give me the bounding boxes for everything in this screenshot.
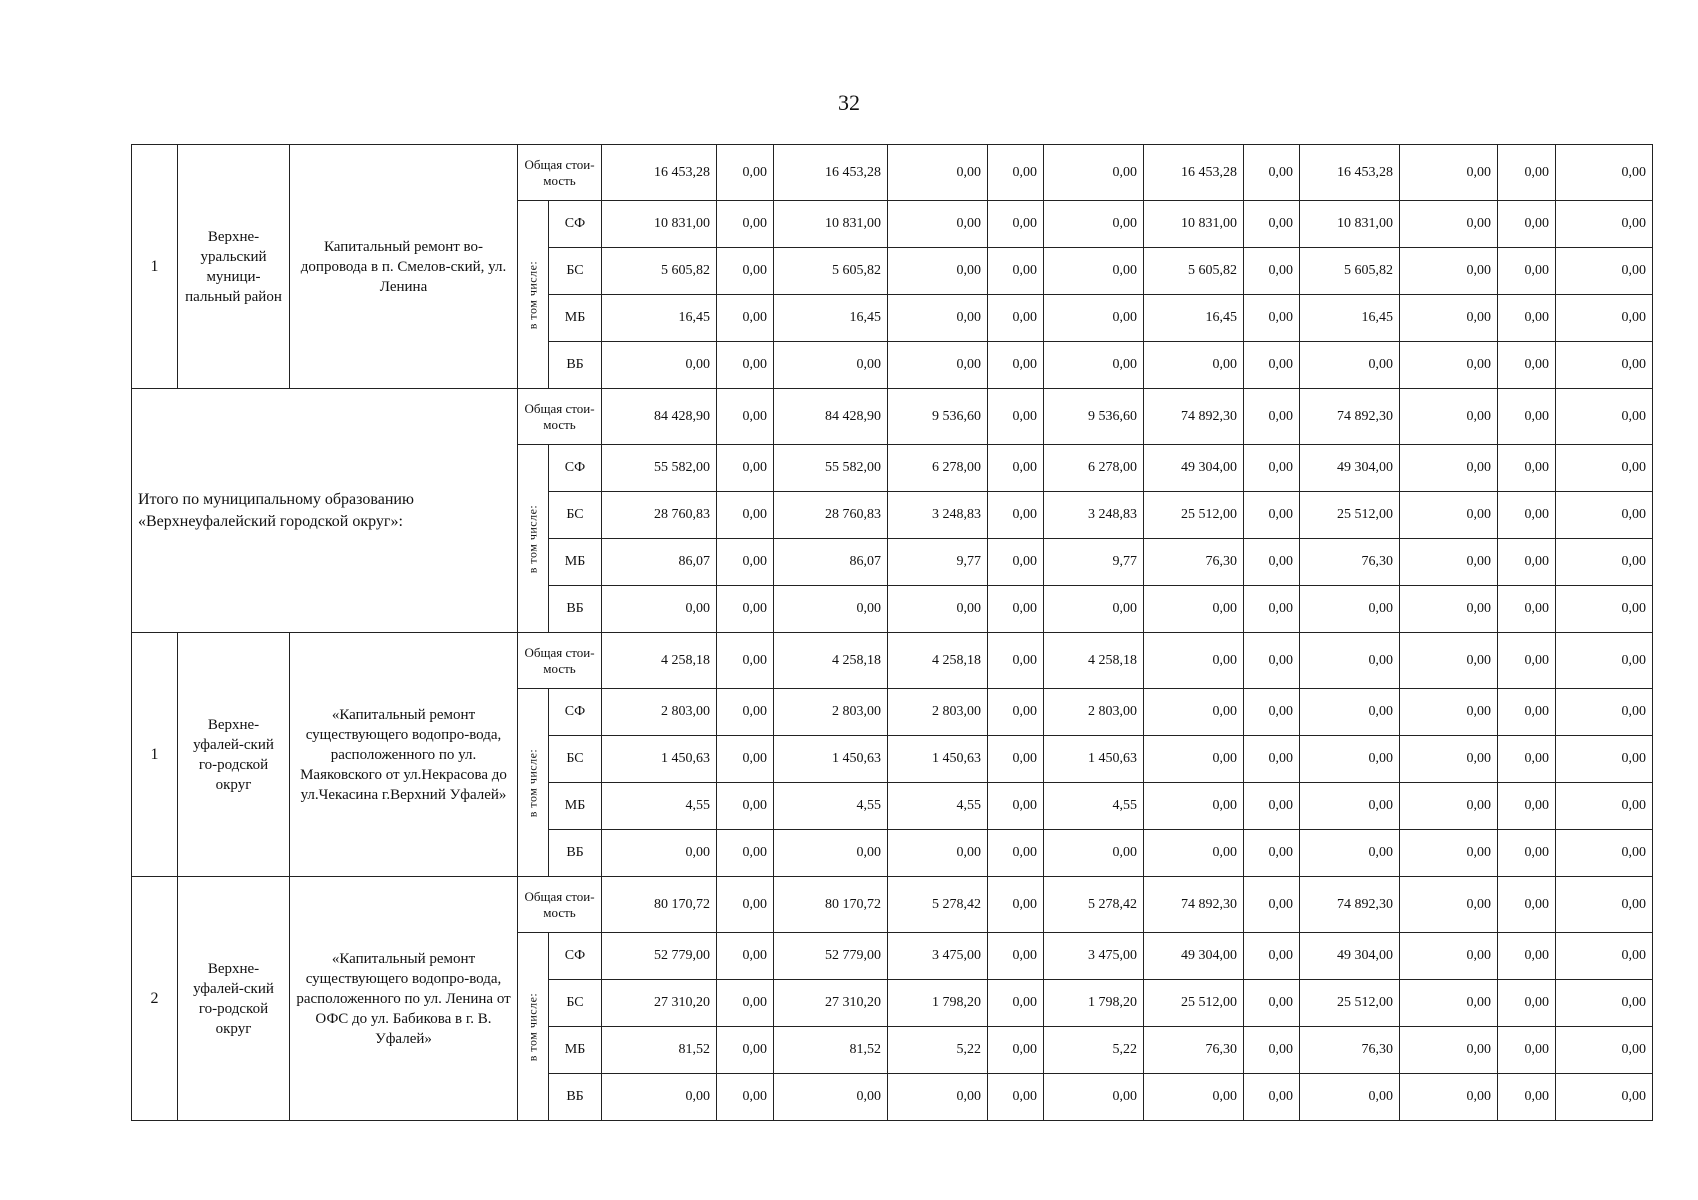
value-cell: 0,00: [1556, 736, 1653, 783]
value-cell: 25 512,00: [1300, 980, 1400, 1027]
value-cell: 0,00: [1498, 145, 1556, 201]
value-cell: 0,00: [1244, 445, 1300, 492]
value-cell: 0,00: [988, 980, 1044, 1027]
value-cell: 0,00: [1556, 783, 1653, 830]
value-cell: 0,00: [1556, 1074, 1653, 1121]
value-cell: 0,00: [717, 1027, 774, 1074]
value-cell: 0,00: [1400, 445, 1498, 492]
object-name: «Капитальный ремонт существующего водопро-вода, расположенного по ул. Ленина от ОФС до ул. Бабикова в г. В. Уфалей»: [290, 877, 518, 1121]
total-cost-label: Общая стои-мость: [518, 389, 602, 445]
value-cell: 28 760,83: [774, 492, 888, 539]
value-cell: 52 779,00: [774, 933, 888, 980]
value-cell: 0,00: [1244, 933, 1300, 980]
value-cell: 28 760,83: [602, 492, 717, 539]
value-cell: 0,00: [888, 1074, 988, 1121]
fund-label-sf: СФ: [549, 445, 602, 492]
value-cell: 1 450,63: [774, 736, 888, 783]
value-cell: 0,00: [717, 342, 774, 389]
value-cell: 0,00: [1044, 145, 1144, 201]
value-cell: 10 831,00: [1300, 201, 1400, 248]
value-cell: 5 605,82: [774, 248, 888, 295]
value-cell: 0,00: [1400, 877, 1498, 933]
value-cell: 0,00: [602, 830, 717, 877]
value-cell: 4 258,18: [774, 633, 888, 689]
value-cell: 2 803,00: [774, 689, 888, 736]
value-cell: 0,00: [1498, 1027, 1556, 1074]
value-cell: 0,00: [1400, 980, 1498, 1027]
value-cell: 74 892,30: [1300, 389, 1400, 445]
value-cell: 0,00: [1498, 539, 1556, 586]
value-cell: 0,00: [1144, 736, 1244, 783]
value-cell: 16,45: [602, 295, 717, 342]
municipality-name: Верхне-уфалей-ский го-родской округ: [178, 633, 290, 877]
value-cell: 0,00: [717, 539, 774, 586]
value-cell: 0,00: [717, 201, 774, 248]
value-cell: 49 304,00: [1144, 933, 1244, 980]
value-cell: 0,00: [1300, 689, 1400, 736]
value-cell: 0,00: [1144, 1074, 1244, 1121]
total-cost-label: Общая стои-мость: [518, 145, 602, 201]
value-cell: 0,00: [1244, 877, 1300, 933]
value-cell: 0,00: [888, 248, 988, 295]
value-cell: 1 798,20: [1044, 980, 1144, 1027]
municipality-name: Верхне-уфалей-ский го-родской округ: [178, 877, 290, 1121]
value-cell: 5 278,42: [888, 877, 988, 933]
value-cell: 0,00: [988, 830, 1044, 877]
value-cell: 1 450,63: [1044, 736, 1144, 783]
fund-label-vb: ВБ: [549, 1074, 602, 1121]
value-cell: 0,00: [888, 342, 988, 389]
value-cell: 0,00: [1244, 980, 1300, 1027]
value-cell: 0,00: [1498, 492, 1556, 539]
value-cell: 0,00: [1498, 389, 1556, 445]
budget-table: [131, 144, 1653, 1121]
value-cell: 0,00: [717, 633, 774, 689]
value-cell: 0,00: [988, 736, 1044, 783]
value-cell: 0,00: [1144, 633, 1244, 689]
value-cell: 0,00: [1400, 492, 1498, 539]
value-cell: 80 170,72: [602, 877, 717, 933]
value-cell: 0,00: [1044, 295, 1144, 342]
fund-label-vb: ВБ: [549, 342, 602, 389]
value-cell: 0,00: [774, 586, 888, 633]
value-cell: 4,55: [1044, 783, 1144, 830]
row-index: 2: [132, 877, 178, 1121]
value-cell: 16,45: [774, 295, 888, 342]
value-cell: 0,00: [1300, 342, 1400, 389]
including-label: в том числе:: [525, 992, 540, 1061]
value-cell: 0,00: [1400, 389, 1498, 445]
value-cell: 0,00: [602, 1074, 717, 1121]
value-cell: 0,00: [1244, 342, 1300, 389]
value-cell: 49 304,00: [1144, 445, 1244, 492]
value-cell: 74 892,30: [1300, 877, 1400, 933]
including-label-cell: [518, 689, 549, 877]
fund-label-bs: БС: [549, 248, 602, 295]
value-cell: 0,00: [717, 586, 774, 633]
value-cell: 0,00: [717, 830, 774, 877]
value-cell: 86,07: [774, 539, 888, 586]
value-cell: 0,00: [1244, 1074, 1300, 1121]
value-cell: 0,00: [888, 295, 988, 342]
value-cell: 0,00: [1400, 689, 1498, 736]
value-cell: 0,00: [988, 492, 1044, 539]
value-cell: 76,30: [1144, 539, 1244, 586]
value-cell: 0,00: [988, 248, 1044, 295]
value-cell: 16 453,28: [774, 145, 888, 201]
value-cell: 0,00: [1244, 295, 1300, 342]
value-cell: 0,00: [1400, 145, 1498, 201]
value-cell: 0,00: [888, 586, 988, 633]
value-cell: 9,77: [888, 539, 988, 586]
value-cell: 0,00: [1498, 342, 1556, 389]
fund-label-sf: СФ: [549, 933, 602, 980]
value-cell: 16 453,28: [1300, 145, 1400, 201]
row-index: 1: [132, 145, 178, 389]
including-label-cell: [518, 445, 549, 633]
value-cell: 0,00: [1498, 633, 1556, 689]
value-cell: 0,00: [1556, 295, 1653, 342]
value-cell: 0,00: [1400, 295, 1498, 342]
value-cell: 5 605,82: [1144, 248, 1244, 295]
value-cell: 16 453,28: [1144, 145, 1244, 201]
value-cell: 5 605,82: [602, 248, 717, 295]
value-cell: 0,00: [1044, 248, 1144, 295]
value-cell: 4 258,18: [888, 633, 988, 689]
value-cell: 0,00: [1498, 689, 1556, 736]
value-cell: 0,00: [1556, 539, 1653, 586]
value-cell: 9,77: [1044, 539, 1144, 586]
value-cell: 0,00: [717, 736, 774, 783]
value-cell: 0,00: [1244, 783, 1300, 830]
value-cell: 0,00: [1400, 1027, 1498, 1074]
value-cell: 0,00: [1244, 539, 1300, 586]
value-cell: 0,00: [888, 830, 988, 877]
value-cell: 0,00: [988, 201, 1044, 248]
value-cell: 74 892,30: [1144, 877, 1244, 933]
value-cell: 0,00: [1400, 830, 1498, 877]
value-cell: 2 803,00: [1044, 689, 1144, 736]
value-cell: 0,00: [1556, 145, 1653, 201]
value-cell: 0,00: [1498, 783, 1556, 830]
value-cell: 16,45: [1300, 295, 1400, 342]
fund-label-sf: СФ: [549, 201, 602, 248]
value-cell: 0,00: [1556, 980, 1653, 1027]
total-label: Итого по муниципальному образованию «Верхнеуфалейский городской округ»:: [132, 389, 518, 633]
value-cell: 55 582,00: [602, 445, 717, 492]
value-cell: 0,00: [988, 389, 1044, 445]
including-label: в том числе:: [525, 260, 540, 329]
value-cell: 3 248,83: [888, 492, 988, 539]
table-row: [132, 877, 1653, 933]
value-cell: 0,00: [1400, 783, 1498, 830]
value-cell: 5,22: [1044, 1027, 1144, 1074]
value-cell: 0,00: [988, 633, 1044, 689]
value-cell: 0,00: [1044, 586, 1144, 633]
value-cell: 0,00: [1400, 539, 1498, 586]
value-cell: 76,30: [1144, 1027, 1244, 1074]
value-cell: 2 803,00: [888, 689, 988, 736]
value-cell: 4 258,18: [602, 633, 717, 689]
value-cell: 0,00: [1044, 830, 1144, 877]
value-cell: 4,55: [602, 783, 717, 830]
value-cell: 0,00: [602, 342, 717, 389]
value-cell: 0,00: [988, 877, 1044, 933]
value-cell: 0,00: [1244, 492, 1300, 539]
value-cell: 81,52: [602, 1027, 717, 1074]
value-cell: 25 512,00: [1144, 492, 1244, 539]
value-cell: 5 278,42: [1044, 877, 1144, 933]
value-cell: 0,00: [717, 248, 774, 295]
value-cell: 0,00: [1556, 248, 1653, 295]
value-cell: 0,00: [1244, 830, 1300, 877]
value-cell: 0,00: [988, 933, 1044, 980]
value-cell: 0,00: [1244, 736, 1300, 783]
table-row: [132, 145, 1653, 201]
value-cell: 0,00: [1300, 736, 1400, 783]
value-cell: 0,00: [1498, 295, 1556, 342]
fund-label-bs: БС: [549, 736, 602, 783]
value-cell: 0,00: [1244, 389, 1300, 445]
value-cell: 84 428,90: [602, 389, 717, 445]
value-cell: 6 278,00: [1044, 445, 1144, 492]
value-cell: 25 512,00: [1144, 980, 1244, 1027]
value-cell: 0,00: [717, 295, 774, 342]
value-cell: 1 450,63: [888, 736, 988, 783]
value-cell: 0,00: [1498, 445, 1556, 492]
value-cell: 0,00: [1044, 1074, 1144, 1121]
object-name: Капитальный ремонт во-допровода в п. Смелов-ский, ул. Ленина: [290, 145, 518, 389]
value-cell: 0,00: [1400, 201, 1498, 248]
fund-label-sf: СФ: [549, 689, 602, 736]
value-cell: 0,00: [1244, 1027, 1300, 1074]
value-cell: 0,00: [1556, 689, 1653, 736]
value-cell: 0,00: [1400, 342, 1498, 389]
value-cell: 80 170,72: [774, 877, 888, 933]
value-cell: 0,00: [1144, 586, 1244, 633]
table-row: [132, 633, 1653, 689]
fund-label-mb: МБ: [549, 539, 602, 586]
total-cost-label: Общая стои-мость: [518, 877, 602, 933]
value-cell: 0,00: [1244, 586, 1300, 633]
value-cell: 0,00: [1556, 633, 1653, 689]
table-row: [132, 389, 1653, 445]
value-cell: 25 512,00: [1300, 492, 1400, 539]
municipality-name: Верхне-уральский муници-пальный район: [178, 145, 290, 389]
value-cell: 3 475,00: [1044, 933, 1144, 980]
value-cell: 0,00: [988, 689, 1044, 736]
value-cell: 0,00: [1144, 342, 1244, 389]
value-cell: 0,00: [1498, 201, 1556, 248]
fund-label-mb: МБ: [549, 783, 602, 830]
value-cell: 0,00: [1400, 633, 1498, 689]
value-cell: 0,00: [1300, 1074, 1400, 1121]
value-cell: 0,00: [717, 445, 774, 492]
value-cell: 10 831,00: [774, 201, 888, 248]
value-cell: 0,00: [1400, 586, 1498, 633]
value-cell: 0,00: [1244, 201, 1300, 248]
value-cell: 4,55: [774, 783, 888, 830]
value-cell: 27 310,20: [774, 980, 888, 1027]
fund-label-bs: БС: [549, 492, 602, 539]
value-cell: 55 582,00: [774, 445, 888, 492]
value-cell: 0,00: [1400, 736, 1498, 783]
fund-label-vb: ВБ: [549, 586, 602, 633]
value-cell: 0,00: [1244, 145, 1300, 201]
value-cell: 0,00: [1244, 633, 1300, 689]
value-cell: 0,00: [988, 1027, 1044, 1074]
value-cell: 0,00: [717, 783, 774, 830]
value-cell: 0,00: [1556, 1027, 1653, 1074]
value-cell: 0,00: [1556, 445, 1653, 492]
value-cell: 0,00: [1400, 1074, 1498, 1121]
value-cell: 9 536,60: [888, 389, 988, 445]
value-cell: 0,00: [1498, 933, 1556, 980]
value-cell: 0,00: [988, 1074, 1044, 1121]
value-cell: 0,00: [1300, 633, 1400, 689]
value-cell: 0,00: [1400, 933, 1498, 980]
value-cell: 0,00: [1556, 389, 1653, 445]
value-cell: 49 304,00: [1300, 933, 1400, 980]
value-cell: 0,00: [988, 342, 1044, 389]
value-cell: 0,00: [988, 586, 1044, 633]
value-cell: 0,00: [1498, 736, 1556, 783]
including-label-cell: [518, 933, 549, 1121]
value-cell: 0,00: [1144, 830, 1244, 877]
value-cell: 0,00: [717, 1074, 774, 1121]
value-cell: 0,00: [717, 877, 774, 933]
value-cell: 0,00: [1556, 830, 1653, 877]
value-cell: 10 831,00: [1144, 201, 1244, 248]
value-cell: 0,00: [1244, 689, 1300, 736]
value-cell: 2 803,00: [602, 689, 717, 736]
value-cell: 0,00: [1244, 248, 1300, 295]
value-cell: 0,00: [1300, 830, 1400, 877]
value-cell: 0,00: [1498, 980, 1556, 1027]
value-cell: 0,00: [1556, 492, 1653, 539]
value-cell: 5,22: [888, 1027, 988, 1074]
value-cell: 0,00: [774, 342, 888, 389]
value-cell: 0,00: [717, 933, 774, 980]
object-name: «Капитальный ремонт существующего водопро-вода, расположенного по ул. Маяковского от ул.Некрасова до ул.Чекасина г.Верхний Уфалей»: [290, 633, 518, 877]
value-cell: 0,00: [988, 145, 1044, 201]
value-cell: 0,00: [1144, 783, 1244, 830]
value-cell: 16 453,28: [602, 145, 717, 201]
value-cell: 10 831,00: [602, 201, 717, 248]
value-cell: 0,00: [888, 145, 988, 201]
value-cell: 0,00: [1044, 201, 1144, 248]
value-cell: 3 248,83: [1044, 492, 1144, 539]
fund-label-mb: МБ: [549, 295, 602, 342]
including-label-cell: [518, 201, 549, 389]
value-cell: 0,00: [988, 783, 1044, 830]
value-cell: 0,00: [1556, 342, 1653, 389]
value-cell: 81,52: [774, 1027, 888, 1074]
value-cell: 0,00: [988, 445, 1044, 492]
value-cell: 49 304,00: [1300, 445, 1400, 492]
value-cell: 0,00: [717, 689, 774, 736]
value-cell: 0,00: [888, 201, 988, 248]
value-cell: 4 258,18: [1044, 633, 1144, 689]
value-cell: 0,00: [1498, 830, 1556, 877]
value-cell: 0,00: [1556, 933, 1653, 980]
value-cell: 0,00: [1300, 586, 1400, 633]
value-cell: 76,30: [1300, 1027, 1400, 1074]
value-cell: 86,07: [602, 539, 717, 586]
value-cell: 0,00: [1400, 248, 1498, 295]
value-cell: 27 310,20: [602, 980, 717, 1027]
fund-label-bs: БС: [549, 980, 602, 1027]
page-number: 32: [838, 90, 860, 115]
value-cell: 0,00: [602, 586, 717, 633]
value-cell: 0,00: [1556, 877, 1653, 933]
value-cell: 0,00: [1498, 248, 1556, 295]
value-cell: 0,00: [717, 145, 774, 201]
value-cell: 0,00: [774, 1074, 888, 1121]
value-cell: 76,30: [1300, 539, 1400, 586]
including-label: в том числе:: [525, 748, 540, 817]
value-cell: 0,00: [1498, 877, 1556, 933]
row-index: 1: [132, 633, 178, 877]
value-cell: 0,00: [988, 539, 1044, 586]
value-cell: 3 475,00: [888, 933, 988, 980]
value-cell: 4,55: [888, 783, 988, 830]
including-label: в том числе:: [525, 504, 540, 573]
value-cell: 1 798,20: [888, 980, 988, 1027]
value-cell: 16,45: [1144, 295, 1244, 342]
value-cell: 6 278,00: [888, 445, 988, 492]
fund-label-vb: ВБ: [549, 830, 602, 877]
value-cell: 0,00: [1300, 783, 1400, 830]
value-cell: 0,00: [717, 389, 774, 445]
value-cell: 0,00: [988, 295, 1044, 342]
value-cell: 9 536,60: [1044, 389, 1144, 445]
value-cell: 0,00: [1556, 586, 1653, 633]
value-cell: 0,00: [1556, 201, 1653, 248]
total-cost-label: Общая стои-мость: [518, 633, 602, 689]
value-cell: 0,00: [1498, 1074, 1556, 1121]
value-cell: 74 892,30: [1144, 389, 1244, 445]
value-cell: 1 450,63: [602, 736, 717, 783]
fund-label-mb: МБ: [549, 1027, 602, 1074]
value-cell: 0,00: [1144, 689, 1244, 736]
value-cell: 0,00: [1044, 342, 1144, 389]
value-cell: 52 779,00: [602, 933, 717, 980]
value-cell: 0,00: [774, 830, 888, 877]
value-cell: 84 428,90: [774, 389, 888, 445]
value-cell: 5 605,82: [1300, 248, 1400, 295]
value-cell: 0,00: [1498, 586, 1556, 633]
value-cell: 0,00: [717, 980, 774, 1027]
value-cell: 0,00: [717, 492, 774, 539]
